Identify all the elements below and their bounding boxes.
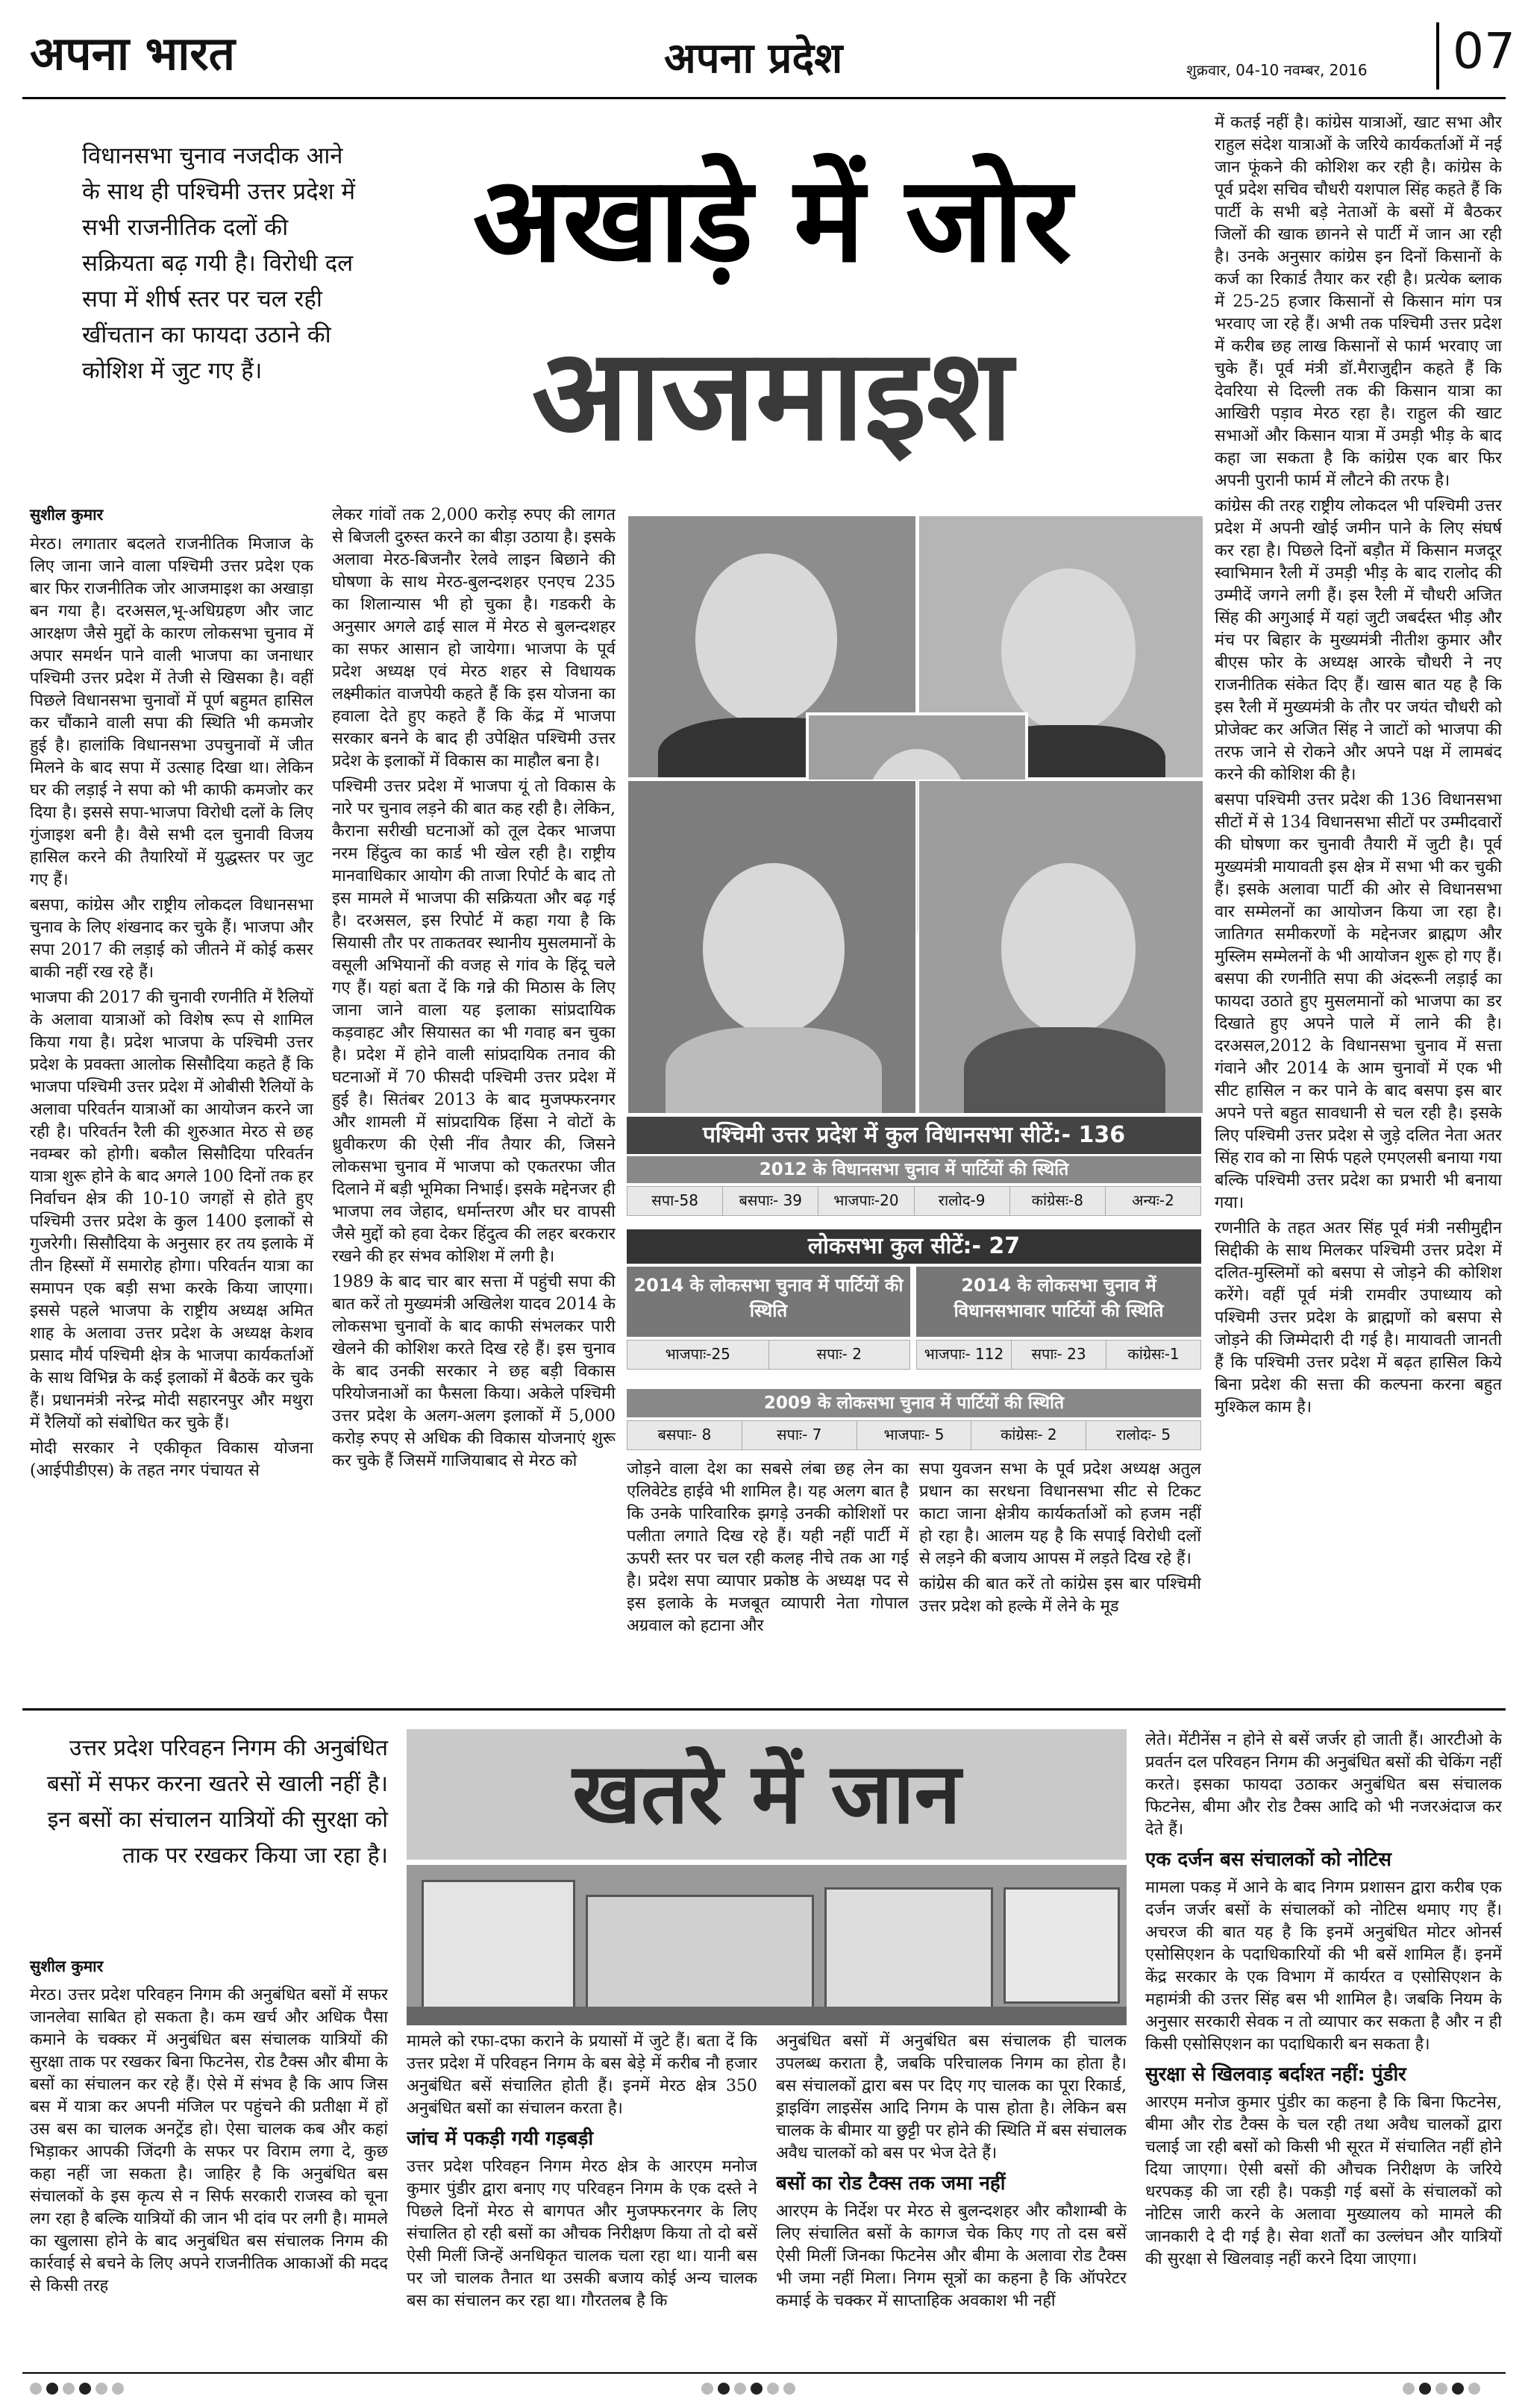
table-cell: बसपाः- 39 xyxy=(723,1187,818,1215)
table-cell: भाजपाः- 5 xyxy=(857,1421,972,1449)
paragraph: रणनीति के तहत अतर सिंह पूर्व मंत्री नसीमुद्दीन सिद्दीकी के साथ मिलकर पश्चिमी उत्तर प्रदेश में दलित-मुस्लिमों को बसपा से जोड़ने की कोशिश करेंगे। वहीं पूर्व मंत्री रामवीर उपाध्याय को पश्चिमी उत्तर प्रदेश के ब्राह्मणों को बसपा से जोड़ने की जिम्मेदारी दी गई है। मायावती जानती हैं कि पश्चिमी उत्तर प्रदेश में बढ़त हासिल किये बिना प्रदेश की सत्ता की कल्पना करना बहुत मुश्किल काम है। xyxy=(1215,1219,1502,1417)
loksabha-seats-bar: लोकसभा कुल सीटें:- 27 xyxy=(627,1229,1201,1264)
story1-headline-line1: अखाड़े में जोर xyxy=(472,151,1072,289)
paragraph: जोड़ने वाला देश का सबसे लंबा छह लेन का एलिवेटेड हाईवे भी शामिल है। यह अलग बात है कि उनके पारिवारिक झगड़े उनकी कोशिशों पर पलीता लगाते दिख रहे हैं। यही नहीं पार्टी में ऊपरी स्तर पर चल रही कलह नीचे तक आ गई है। प्रदेश सपा व्यापार प्रकोष्ठ के अध्यक्ष पद से इस इलाके के मजबूत व्यापारी नेता गोपाल अग्रवाल को हटाना और xyxy=(627,1460,909,1635)
story1-col5 xyxy=(1215,112,1502,1678)
table-cell: सपा-58 xyxy=(627,1187,723,1215)
story2-headline: खतरे में जान xyxy=(572,1746,961,1843)
paragraph: कांग्रेस की तरह राष्ट्रीय लोकदल भी पश्चिमी उत्तर प्रदेश में अपनी खोई जमीन पाने के लिए संघर्ष कर रहा है। पिछले दिनों बड़ौत में किसान मजदूर स्वाभिमान रैली में उमड़ी भीड़ के बाद रालोद की उम्मीदें जगने लगी हैं। इस रैली में चौधरी अजित सिंह की अगुआई में यहां जुटी जबर्दस्त भीड़ और मंच पर बिहार के मुख्यमंत्री नीतीश कुमार और बीएस फोर के अध्यक्ष आरके चौधरी ने नए राजनीतिक संकेत दिए हैं। खास बात यह है कि इस रैली में मुख्यमंत्री के तौर पर जयंत चौधरी को प्रोजेक्ट कर अजित सिंह ने जाटों को भाजपा की तरफ जाने से रोकने और अपने पक्ष में लामबंद करने की कोशिश की है। xyxy=(1215,497,1502,784)
table-cell: अन्यः-2 xyxy=(1132,1191,1174,1209)
story2-subhead-2: बसों का रोड टैक्स तक जमा नहीं xyxy=(776,2172,1006,2195)
total-seats-bar: पश्चिमी उत्तर प्रदेश में कुल विधानसभा सीटें:- 136 xyxy=(627,1117,1201,1154)
brand-logo: अपना भारत xyxy=(30,26,235,81)
photo-ajit-singh xyxy=(918,780,1204,1114)
table-cell: बसपाः- 8 xyxy=(627,1421,742,1449)
bus-shape xyxy=(422,1880,575,2019)
paragraph: पश्चिमी उत्तर प्रदेश में भाजपा यूं तो विकास के नारे पर चुनाव लड़ने की बात कह रही है। लेकिन, कैराना सरीखी घटनाओं को तूल देकर भाजपा नरम हिंदुत्व का कार्ड भी खेल रही है। राष्ट्रीय मानवाधिकार आयोग की ताजा रिपोर्ट के बाद तो इस मामले में भाजपा की सक्रियता और बढ़ गई है। दरअसल, इस रिपोर्ट में कहा गया है कि सियासी तौर पर ताकतवर स्थानीय मुसलमानों के वसूली अभियानों की वजह से गांव के हिंदू चले गए हैं। यहां बता दें कि गन्ने की मिठास के लिए जाना जाने वाला यह इलाका सांप्रदायिक कड़वाहट और सियासत का भी गवाह बन चुका है। प्रदेश में होने वाली सांप्रदायिक तनाव की घटनाओं में 70 फीसदी पश्चिमी उत्तर प्रदेश में हुई है। सितंबर 2013 के बाद मुजफ्फरनगर और शामली में सांप्रदायिक हिंसा ने वोटों के ध्रुवीकरण की ऐसी नींव तैयार की, जिसने लोकसभा चुनाव में भाजपा को एकतरफा जीत दिलाने में बड़ी भूमिका निभाई। इसके मद्देनजर ही भाजपा लव जेहाद, धर्मान्तरण और घर वापसी जैसे मुद्दों को हवा देकर हिंदुत्व की लहर बरकरार रखने की हर संभव कोशिश में लगी है। xyxy=(332,777,616,1266)
story2-col3 xyxy=(776,2031,1127,2357)
table-cell: रालोद-9 xyxy=(915,1187,1010,1215)
table-2009-row xyxy=(627,1420,1201,1450)
ground xyxy=(407,2007,1127,2025)
paragraph: बसपा पश्चिमी उत्तर प्रदेश की 136 विधानसभा सीटों में से 134 विधानसभा सीटों पर उम्मीदवारों की घोषणा कर चुनावी तैयारी में जुटी है। पूर्व मुख्यमंत्री मायावती इस क्षेत्र में सभा भी कर चुकी हैं। इसके अलावा पार्टी की ओर से विधानसभा वार सम्मेलनों का आयोजन किया जा रहा है। जातिगत समीकरणों के मद्देनजर ब्राह्मण और मुस्लिम सम्मेलनों के भी आयोजन शुरू हो गए हैं। बसपा की रणनीति सपा की अंदरूनी लड़ाई का फायदा उठाते हुए मुसलमानों को भाजपा का डर दिखाते हुए अपने पाले में लाने की है। दरअसल,2012 के विधानसभा चुनाव में सत्ता गंवाने और 2014 के आम चुनावों में एक भी सीट हासिल न कर पाने के बाद बसपा इस बार अपने पत्ते बहुत सावधानी से चल रही है। इसके लिए पश्चिमी उत्तर प्रदेश से जुड़े दलित नेता अतर सिंह राव को ना सिर्फ पहले एमएलसी बनाया गया बल्कि पश्चिमी उत्तर प्रदेश का प्रभारी भी बनाया गया। xyxy=(1215,791,1502,1212)
table-2014-right-title: 2014 के लोकसभा चुनाव में विधानसभावार पार्टियों की स्थिति xyxy=(916,1267,1201,1337)
paragraph: आरएम के निर्देश पर मेरठ से बुलन्दशहर और कौशाम्बी के लिए संचालित बसों के कागज चेक किए गए तो दस बसें ऐसी मिलीं जिनका फिटनेस और बीमा के अलावा रोड टैक्स भी जमा नहीं मिला। निगम सूत्रों का कहना है कि ऑपरेटर कमाई के चक्कर में साप्ताहिक अवकाश भी नहीं xyxy=(776,2202,1127,2310)
table-2012-row xyxy=(627,1186,1201,1216)
story1-col3 xyxy=(627,1458,909,1682)
paragraph: कांग्रेस की बात करें तो कांग्रेस इस बार पश्चिमी उत्तर प्रदेश को हल्के में लेने के मूड xyxy=(919,1575,1201,1616)
table-cell: रालोदः- 5 xyxy=(1116,1426,1171,1443)
table-2014-right-row xyxy=(916,1340,1201,1370)
bus-shape xyxy=(824,1887,993,2011)
table-cell: कांग्रेसः-1 xyxy=(1127,1345,1180,1363)
masthead xyxy=(22,15,1515,99)
issue-date: शुक्रवार, 04-10 नवम्बर, 2016 xyxy=(1186,61,1368,79)
paragraph: लेते। मेंटीनेंस न होने से बसें जर्जर हो जाती हैं। आरटीओ के प्रवर्तन दल परिवहन निगम की अनुबंधित बसों की चेकिंग नहीं करते। इसका फायदा उठाकर अनुबंधित बस संचालक फिटनेस, बीमा और रोड टैक्स आदि को भी नजरअंदाज कर देते हैं। xyxy=(1145,1731,1502,1839)
story1-byline: सुशील कुमार xyxy=(30,506,104,524)
table-2014-left-row xyxy=(627,1340,910,1370)
story2-headline-box xyxy=(407,1729,1127,1860)
paragraph: बसपा, कांग्रेस और राष्ट्रीय लोकदल विधानसभा चुनाव के लिए शंखनाद कर चुके हैं। भाजपा और सपा 2017 की लड़ाई को जीतने में कोई कसर बाकी नहीं रख रहे हैं। xyxy=(30,896,313,982)
paragraph: 1989 के बाद चार बार सत्ता में पहुंची सपा की बात करें तो मुख्यमंत्री अखिलेश यादव 2014 के लोकसभा चुनावों के बाद काफी संभलकर पारी खेलने की कोशिश करते दिख रहे हैं। इस चुनाव के बाद उनकी सरकार ने छह बड़ी विकास परियोजनाओं का फैसला किया। अकेले पश्चिमी उत्तर प्रदेश के अलग-अलग इलाकों में 5,000 करोड़ रुपए से अधिक की विकास योजनाएं शुरू कर चुके हैं जिसमें गाजियाबाद से मेरठ को xyxy=(332,1273,616,1470)
table-cell: भाजपाः-20 xyxy=(818,1187,914,1215)
politician-photo-collage xyxy=(627,515,1201,1111)
paragraph: भाजपा की 2017 की चुनावी रणनीति में रैलियों के अलावा यात्राओं को विशेष रूप से शामिल किया गया है। प्रदेश भाजपा के पश्चिमी उत्तर प्रदेश के प्रवक्ता आलोक सिसौदिया कहते हैं कि भाजपा पश्चिमी उत्तर प्रदेश में ओबीसी रैलियों के अलावा परिवर्तन यात्राओं का आयोजन करने जा रही है। परिवर्तन रैली की शुरुआत मेरठ से छह नवम्बर को होगी। बकौल सिसौदिया परिवर्तन यात्रा शुरू होने के बाद अगले 100 दिनों तक हर निर्वाचन क्षेत्र की 10-10 जगहों से होते हुए पश्चिमी उत्तर प्रदेश के कुल 1400 इलाकों से गुजरेगी। सिसौदिया के अनुसार हर तय इलाके में तीन हिस्सों में समारोह होगा। परिवर्तन यात्रा का समापन एक बड़ी सभा करके किया जाएगा। इससे पहले भाजपा के राष्ट्रीय अध्यक्ष अमित शाह के अलावा उत्तर प्रदेश के अध्यक्ष केशव प्रसाद मौर्य पश्चिमी क्षेत्र के भाजपा कार्यकर्ताओं के साथ विभिन्न के कई इलाकों में बैठकें कर चुके हैं। प्रधानमंत्री नरेन्द्र मोदी सहारनपुर और मथुरा में रैलियों को संबोधित कर चुके हैं। xyxy=(30,988,313,1432)
footer-dots-left xyxy=(30,2383,128,2398)
table-cell: भाजपाः- 112 xyxy=(917,1341,1012,1369)
table-2009-title: 2009 के लोकसभा चुनाव में पार्टियों की स्थिति xyxy=(627,1389,1201,1417)
story1-col2 xyxy=(332,504,616,1679)
paragraph: मेरठ। लगातार बदलते राजनीतिक मिजाज के लिए जाना जाने वाला पश्चिमी उत्तर प्रदेश एक बार फिर राजनीतिक जोर आजमाइश का अखाड़ा बन गया है। दरअसल,भू-अधिग्रहण और जाट आरक्षण जैसे मुद्दों के कारण लोकसभा चुनाव में अपार समर्थन पाने वाली भाजपा का जनाधार पश्चिमी उत्तर प्रदेश में तेजी से खिसका है। वहीं पिछले विधानसभा चुनावों में पूर्ण बहुमत हासिल कर चौंकाने वाली सपा की स्थिति भी कमजोर हुई है। हालांकि विधानसभा उपचुनावों में जीत मिलने के बाद सपा में उत्साह दिखा था। लेकिन घर की लड़ाई ने सपा को भी काफी कमजोर कर दिया है। इससे सपा-भाजपा विरोधी दलों के लिए गुंजाइश बनी है। वैसे सभी दल चुनावी विजय हासिल करने की तैयारियों में युद्धस्तर पर जुट गए हैं। xyxy=(30,535,313,889)
paragraph: में कतई नहीं है। कांग्रेस यात्राओं, खाट सभा और राहुल संदेश यात्राओं के जरिये कार्यकर्ताओं में नई जान फूंकने की कोशिश कर रही है। कांग्रेस के पूर्व प्रदेश सचिव चौधरी यशपाल सिंह कहते हैं कि पार्टी के सभी बड़े नेताओं के बसों में बैठकर जिलों की खाक छानने से पार्टी में जान आ रही है। उनके अनुसार कांग्रेस इन दिनों किसानों के कर्ज का रिकार्ड तैयार कर रही है। प्रत्येक ब्लाक में 25-25 हजार किसानों से किसान मांग पत्र भरवाए जा रहे हैं। अभी तक पश्चिमी उत्तर प्रदेश में करीब छह लाख किसानों से फार्म भरवाए जा चुके हैं। पूर्व मंत्री डॉ.मैराजुद्दीन कहते हैं कि देवरिया से दिल्ली तक की किसान यात्रा का आखिरी पड़ाव मेरठ रहा है। राहुल की खाट सभाओं और किसान यात्रा में उमड़ी भीड़ के बाद कहा जा सकता है कि कांग्रेस एक बार फिर अपनी पुरानी फार्म में लौटने की तरफ है। xyxy=(1215,113,1502,490)
paragraph: अनुबंधित बसों में अनुबंधित बस संचालक ही चालक उपलब्ध कराता है, जबकि परिचालक निगम का होता है। बस संचालकों द्वारा बस पर दिए गए चालक का पूरा रिकार्ड, ड्राइविंग लाइसेंस आदि निगम के पास होता है। लेकिन बस चालक के बीमार या छुट्टी पर होने की स्थिति में बस संचालक अवैध चालकों को बस पर भेज देते हैं। xyxy=(776,2032,1127,2163)
story1-intro: विधानसभा चुनाव नजदीक आने के साथ ही पश्चिमी उत्तर प्रदेश में सभी राजनीतिक दलों की सक्रियता बढ़ गयी है। विरोधी दल सपा में शीर्ष स्तर पर चल रही खींचतान का फायदा उठाने की कोशिश में जुट गए हैं। xyxy=(82,142,356,384)
story2-subhead-3: एक दर्जन बस संचालकों को नोटिस xyxy=(1145,1849,1391,1871)
bus-shape xyxy=(586,1895,814,2011)
paragraph: मेरठ। उत्तर प्रदेश परिवहन निगम की अनुबंधित बसों में सफर जानलेवा साबित हो सकता है। कम खर्च और अधिक पैसा कमाने के चक्कर में अनुबंधित बस संचालक यात्रियों की सुरक्षा ताक पर रखकर बिना फिटनेस, रोड टैक्स और बीमा के बसों का संचालन कर रहे हैं। ऐसे में संभव है कि आप जिस बस में यात्रा कर अपनी मंजिल पर पहुंचने की प्रतीक्षा में हों उस बस का चालक अनट्रेंड हो। ऐसा चालक कब और कहां भिड़ाकर आपकी जिंदगी के सफर पर विराम लगा दे, कुछ कहा नहीं जा सकता है। जाहिर है कि अनुबंधित बस संचालकों के इस कृत्य से न सिर्फ सरकारी राजस्व को चूना लग रहा है बल्कि यात्रियों की जान भी दांव पर लगी है। मामले का खुलासा होने के बाद अनुबंधित बस संचालक निगम की कार्रवाई से बचने के लिए अपने राजनीतिक आकाओं की मदद से किसी तरह xyxy=(30,1986,388,2295)
story2-byline: सुशील कुमार xyxy=(30,1957,104,1975)
bus-depot-photo xyxy=(407,1865,1127,2025)
bus-shape xyxy=(1003,1887,1120,2004)
story2-intro: उत्तर प्रदेश परिवहन निगम की अनुबंधित बसों में सफर करना खतरे से खाली नहीं है। इन बसों का संचालन यात्रियों की सुरक्षा को ताक पर रखकर किया जा रहा है। xyxy=(46,1735,388,1869)
paragraph: सपा युवजन सभा के पूर्व प्रदेश अध्यक्ष अतुल प्रधान का सरधना विधानसभा सीट से टिकट काटा जाना क्षेत्रीय कार्यकर्ताओं को हजम नहीं हो रहा है। आलम यह है कि सपाई विरोधी दलों से लड़ने की बजाय आपस में लड़ते दिख रहे हैं। xyxy=(919,1460,1201,1568)
paragraph: मोदी सरकार ने एकीकृत विकास योजना (आईपीडीएस) के तहत नगर पंचायत से xyxy=(30,1439,313,1480)
story2-subhead-1: जांच में पकड़ी गयी गड़बड़ी xyxy=(407,2128,594,2150)
table-2014-left-title: 2014 के लोकसभा चुनाव में पार्टियों की स्थिति xyxy=(627,1267,910,1337)
photo-mayawati xyxy=(627,780,917,1114)
story2-col2 xyxy=(407,2031,757,2357)
table-cell: कांग्रेसः-8 xyxy=(1010,1187,1106,1215)
table-cell: सपाः- 7 xyxy=(742,1421,857,1449)
story2-col4 xyxy=(1145,1729,1502,2357)
paragraph: मामले को रफा-दफा कराने के प्रयासों में जुटे हैं। बता दें कि उत्तर प्रदेश में परिवहन निगम के बस बेड़े में करीब नौ हजार अनुबंधित बसें संचालित होती हैं। इनमें मेरठ क्षेत्र 350 अनुबंधित बसों का संचालन करता है। xyxy=(407,2032,757,2118)
table-cell: सपाः- 2 xyxy=(816,1345,862,1363)
table-cell: सपाः- 23 xyxy=(1012,1341,1106,1369)
paragraph: आरएम मनोज कुमार पुंडीर का कहना है कि बिना फिटनेस, बीमा और रोड टैक्स के चल रही तथा अवैध चालकों द्वारा चलाई जा रही बसों को किसी भी सूरत में संचालित नहीं होने दिया जाएगा। ऐसी बसों की औचक निरीक्षण के जरिये धरपकड़ की जा रही है। पकड़ी गई बसों के संचालकों को नोटिस जारी करने के अलावा मुख्यालय को मामले की जानकारी दे दी गई है। सेवा शर्तों का उल्लंघन और यात्रियों की सुरक्षा से खिलवाड़ नहीं करने दिया जाएगा। xyxy=(1145,2093,1502,2269)
paragraph: लेकर गांवों तक 2,000 करोड़ रुपए की लागत से बिजली दुरुस्त करने का बीड़ा उठाया है। इसके अलावा मेरठ-बिजनौर रेलवे लाइन बिछाने की घोषणा के साथ मेरठ-बुलन्दशहर एनएच 235 का शिलान्यास भी हो चुका है। गडकरी के अनुसार अगले ढाई साल में मेरठ से बुलन्दशहर का सफर आसान हो जायेगा। भाजपा के पूर्व प्रदेश अध्यक्ष एवं मेरठ शहर से विधायक लक्ष्मीकांत वाजपेयी कहते हैं कि इस योजना का हवाला देते हुए कहते हैं कि केंद्र में भाजपा सरकार बनने के बाद ही उपेक्षित पश्चिमी उत्तर प्रदेश के इलाकों में विकास का माहौल बना है। xyxy=(332,506,616,771)
paragraph: मामला पकड़ में आने के बाद निगम प्रशासन द्वारा करीब एक दर्जन जर्जर बसों के संचालकों को नोटिस थमाए गए हैं। अचरज की बात यह है कि इनमें अनुबंधित मोटर ओनर्स एसोसिएशन के पदाधिकारियों की भी बसें शामिल हैं। इनमें केंद्र सरकार के एक विभाग में कार्यरत व एसोसिएशन के महामंत्री की उत्तर सिंह बस भी शामिल है। जबकि नियम के अनुसार सरकारी सेवक न तो व्यापार कर सकता है और न ही किसी एसोसिएशन का पदाधिकारी बन सकता है। xyxy=(1145,1878,1502,2054)
footer-dots-right xyxy=(1403,2383,1485,2398)
paragraph: उत्तर प्रदेश परिवहन निगम मेरठ क्षेत्र के आरएम मनोज कुमार पुंडीर द्वारा बनाए गए परिवहन निगम के एक दस्ते ने पिछले दिनों मेरठ से बागपत और मुजफ्फरनगर के लिए संचालित हो रही बसों का औचक निरीक्षण किया तो दो बसें ऐसी मिलीं जिन्हें अनधिकृत चालक चला रहा था। यानी बस पर जो चालक तैनात था उसकी बजाय कोई अन्य चालक बस का संचालन कर रहा था। गौरतलब है कि xyxy=(407,2157,757,2310)
footer-dots-center xyxy=(701,2383,800,2398)
page-number: 07 xyxy=(1436,22,1515,90)
table-cell: कांग्रेसः- 2 xyxy=(971,1421,1086,1449)
section-title: अपना प्रदेश xyxy=(664,34,843,83)
table-2012-title: 2012 के विधानसभा चुनाव में पार्टियों की स्थिति xyxy=(627,1156,1201,1183)
table-cell: भाजपाः-25 xyxy=(627,1341,769,1369)
story-divider xyxy=(22,1708,1506,1711)
story2-subhead-4: सुरक्षा से खिलवाड़ बर्दाश्त नहीं: पुंडीर xyxy=(1145,2063,1406,2086)
story1-col1 xyxy=(30,533,313,1678)
footer-rule xyxy=(22,2372,1506,2374)
story1-col4 xyxy=(919,1458,1201,1682)
story2-col1 xyxy=(30,1984,388,2357)
story1-headline-line2: आजमाइश xyxy=(531,322,1013,469)
